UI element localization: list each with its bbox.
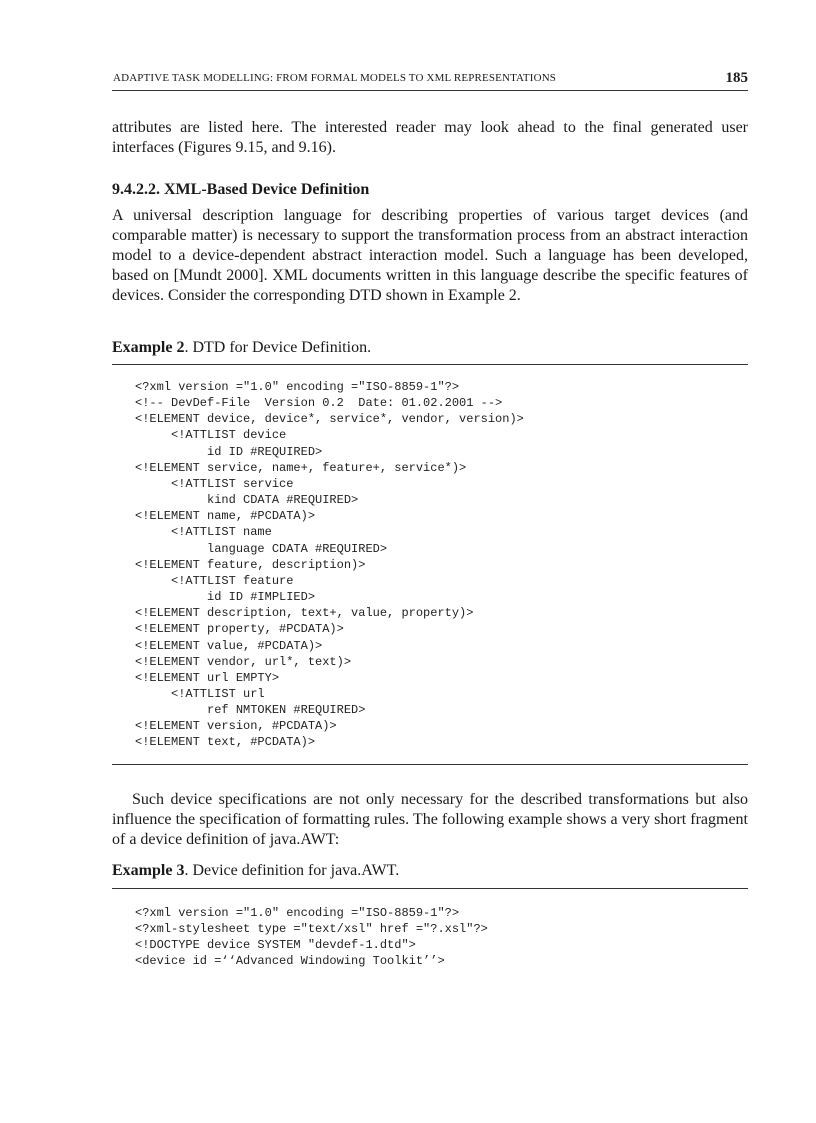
- example-2-caption-text: . DTD for Device Definition.: [184, 339, 372, 356]
- code-line: <!DOCTYPE device SYSTEM "devdef-1.dtd">: [135, 938, 416, 953]
- code-line: <!ATTLIST feature: [135, 573, 294, 588]
- code-line: <!ELEMENT name, #PCDATA)>: [135, 509, 316, 524]
- code-line: id ID #IMPLIED>: [135, 590, 316, 605]
- example-3-caption: [112, 862, 399, 880]
- code-line: <?xml version ="1.0" encoding ="ISO-8859-1"?>: [135, 906, 460, 920]
- code-line: <!ATTLIST name: [135, 525, 272, 540]
- example-2-caption: [112, 339, 371, 357]
- code-line: kind CDATA #REQUIRED>: [135, 493, 359, 508]
- code-line: <!ELEMENT vendor, url*, text)>: [135, 654, 352, 669]
- code-line: language CDATA #REQUIRED>: [135, 541, 388, 556]
- code-line: <!ATTLIST service: [135, 476, 294, 491]
- code-line: <!ATTLIST url: [135, 686, 265, 701]
- section-heading: 9.4.2.2. XML-Based Device Definition: [112, 181, 370, 198]
- code-line: <!ELEMENT url EMPTY>: [135, 670, 280, 685]
- code-line: <?xml-stylesheet type ="text/xsl" href ="?.xsl"?>: [135, 922, 488, 937]
- section-paragraph: A universal description language for describing properties of various target devices (and comparable matter) is necessary to support the transformation process from an abstract interaction model to a device-dependent abstract interaction model. Such a language has been developed, based on [Mundt 2000]. XML documents written in this language describe the specific features of devices. Consider the corresponding DTD shown in Example 2.: [112, 207, 748, 304]
- code-line: <!ELEMENT device, device*, service*, vendor, version)>: [135, 412, 524, 427]
- example-2-bottom-rule: [112, 764, 748, 765]
- page-number: 185: [725, 70, 748, 86]
- intro-paragraph: attributes are listed here. The interested reader may look ahead to the final generated user interfaces (Figures 9.15, and 9.16).: [112, 119, 748, 156]
- code-line: <!ELEMENT property, #PCDATA)>: [135, 622, 344, 637]
- code-line: <!-- DevDef-File Version 0.2 Date: 01.02.2001 -->: [135, 396, 503, 411]
- example-3-top-rule: [112, 888, 748, 889]
- example-2-top-rule: [112, 364, 748, 365]
- code-line: <!ATTLIST device: [135, 428, 287, 443]
- after-paragraph: Such device specifications are not only necessary for the described transformations but also influence the specification of formatting rules. The following example shows a very short fragment of a device definition of java.AWT:: [112, 791, 748, 848]
- example-3-caption-text: . Device definition for java.AWT.: [184, 862, 400, 879]
- running-header: [112, 70, 748, 91]
- code-line: id ID #REQUIRED>: [135, 444, 323, 459]
- example-3-label: Example 3: [112, 862, 185, 879]
- example-2-code-block: [135, 379, 524, 751]
- example-2-label: Example 2: [112, 339, 185, 356]
- code-line: <!ELEMENT text, #PCDATA)>: [135, 735, 316, 750]
- example-3-code-block: [135, 905, 488, 970]
- code-line: <device id =‘‘Advanced Windowing Toolkit’’>: [135, 954, 445, 969]
- code-line: <!ELEMENT version, #PCDATA)>: [135, 719, 337, 734]
- code-line: <!ELEMENT feature, description)>: [135, 557, 366, 572]
- code-line: ref NMTOKEN #REQUIRED>: [135, 703, 366, 718]
- code-line: <!ELEMENT value, #PCDATA)>: [135, 638, 323, 653]
- running-title: ADAPTIVE TASK MODELLING: FROM FORMAL MODELS TO XML REPRESENTATIONS: [113, 72, 557, 84]
- code-line: <?xml version ="1.0" encoding ="ISO-8859-1"?>: [135, 380, 460, 394]
- code-line: <!ELEMENT description, text+, value, property)>: [135, 606, 474, 621]
- code-line: <!ELEMENT service, name+, feature+, service*)>: [135, 460, 467, 475]
